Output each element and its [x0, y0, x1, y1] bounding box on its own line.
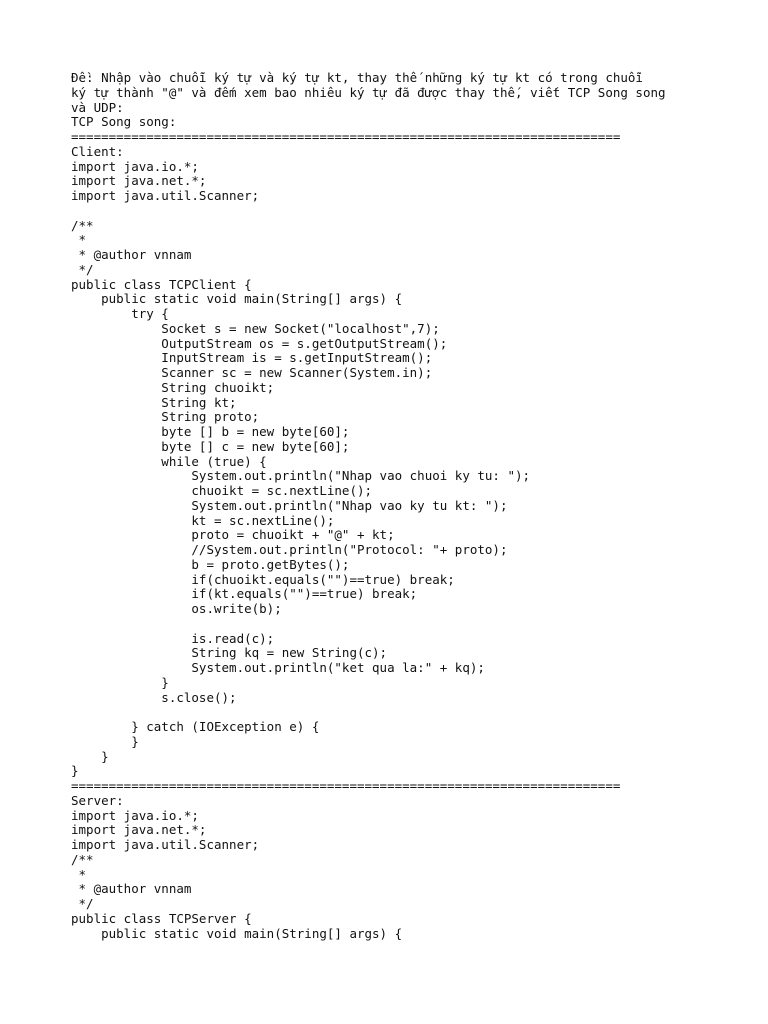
code-line: String kt;	[71, 394, 237, 410]
code-line: public class TCPClient {	[71, 276, 252, 292]
code-line: import java.io.*;	[71, 807, 199, 823]
code-line: chuoikt = sc.nextLine();	[71, 483, 373, 498]
code-line: System.out.println("ket qua la:" + kq);	[71, 660, 485, 675]
code-line: s.close();	[71, 689, 237, 705]
code-line: kt = sc.nextLine();	[71, 512, 335, 528]
code-line: b = proto.getBytes();	[71, 556, 350, 572]
code-line: //System.out.println("Protocol: "+ proto);	[71, 542, 508, 557]
code-line: InputStream is = s.getInputStream();	[71, 350, 433, 366]
code-line: import java.net.*;	[71, 173, 207, 189]
code-line: if(chuoikt.equals("")==true) break;	[71, 571, 455, 587]
code-line: */	[71, 896, 94, 911]
code-line: }	[71, 748, 109, 764]
code-line: /**	[71, 217, 94, 233]
code-line: try {	[71, 306, 169, 321]
code-line: import java.io.*;	[71, 158, 199, 174]
heading-text-line: Đề: Nhập vào chuỗi ký tự và ký tự kt, thay thế những ký tự kt có trong chuỗi	[71, 70, 643, 85]
code-line: byte [] b = new byte[60];	[71, 424, 350, 439]
document-body	[71, 71, 731, 941]
code-line: OutputStream os = s.getOutputStream();	[71, 335, 448, 351]
heading-text-line: ký tự thành "@" và đếm xem bao nhiêu ký tự đã được thay thế, viết TCP Song song	[71, 84, 666, 100]
code-line: System.out.println("Nhap vao chuoi ky tu: ");	[71, 468, 531, 484]
code-line: public class TCPServer {	[71, 910, 252, 926]
code-line: * @author vnnam	[71, 881, 192, 897]
code-line: os.write(b);	[71, 601, 282, 616]
section-label: Client:	[71, 143, 124, 159]
code-line: import java.util.Scanner;	[71, 837, 260, 852]
code-line: public static void main(String[] args) {	[71, 925, 403, 941]
code-line: }	[71, 733, 139, 749]
heading-text-line: và UDP:	[71, 99, 124, 115]
section-label: Server:	[71, 792, 124, 808]
blank-line	[71, 705, 731, 720]
code-line: * @author vnnam	[71, 247, 192, 262]
code-line: String chuoikt;	[71, 379, 275, 395]
code-line: is.read(c);	[71, 630, 275, 646]
code-line: */	[71, 261, 94, 277]
code-line: Socket s = new Socket("localhost",7);	[71, 320, 440, 336]
code-line: byte [] c = new byte[60];	[71, 438, 350, 454]
code-line: import java.net.*;	[71, 822, 207, 838]
code-line: System.out.println("Nhap vao ky tu kt: ");	[71, 497, 508, 513]
code-line: import java.util.Scanner;	[71, 188, 260, 203]
code-line: String kq = new String(c);	[71, 645, 388, 661]
code-line: public static void main(String[] args) {	[71, 291, 403, 307]
code-line: /**	[71, 851, 94, 867]
section-title: TCP Song song:	[71, 114, 177, 130]
separator-line: =========================================================================	[71, 778, 621, 793]
code-line: Scanner sc = new Scanner(System.in);	[71, 365, 433, 380]
code-line: proto = chuoikt + "@" + kt;	[71, 527, 395, 543]
code-line: }	[71, 763, 79, 779]
code-line: *	[71, 866, 87, 882]
code-line: while (true) {	[71, 453, 267, 469]
code-line: } catch (IOException e) {	[71, 719, 320, 734]
code-line: *	[71, 232, 87, 248]
code-line: if(kt.equals("")==true) break;	[71, 586, 418, 602]
code-line: String proto;	[71, 409, 260, 425]
blank-line	[71, 204, 731, 219]
blank-line	[71, 617, 731, 632]
code-line: }	[71, 674, 169, 690]
separator-line: =========================================================================	[71, 129, 621, 144]
